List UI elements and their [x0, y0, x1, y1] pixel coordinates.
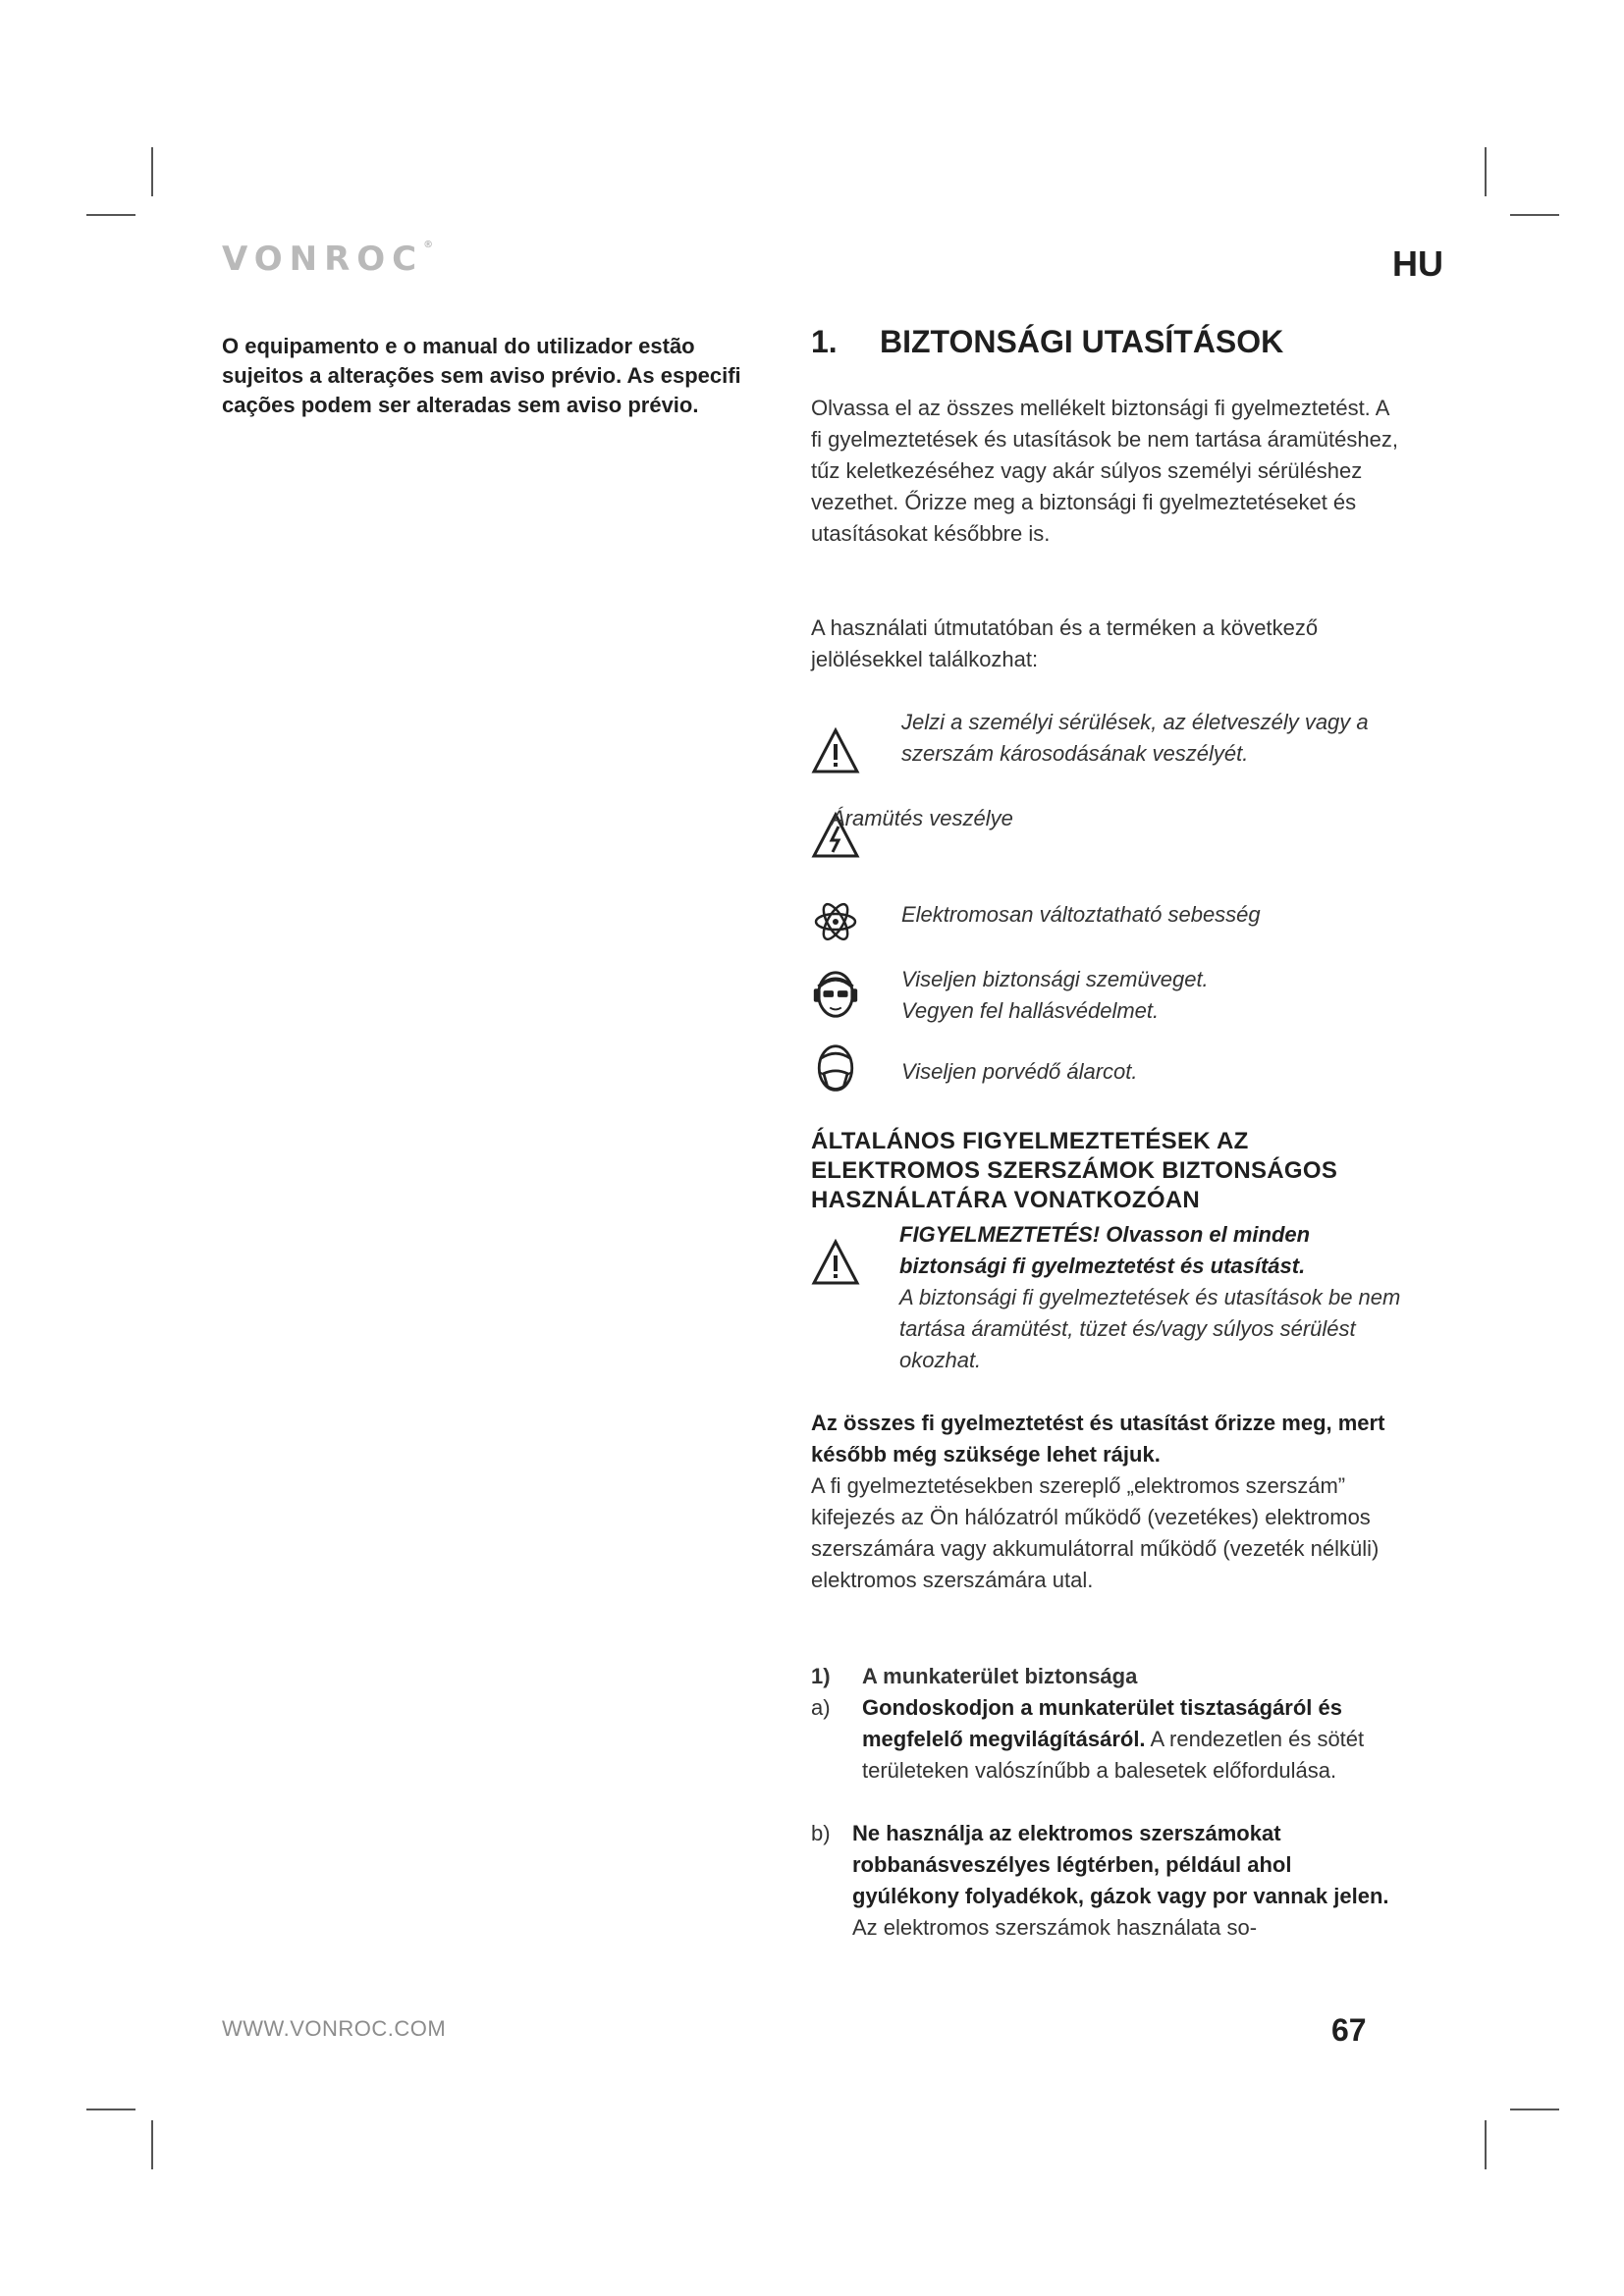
section-heading [811, 324, 1400, 360]
page-number: 67 [1331, 2012, 1367, 2048]
warning-triangle-icon [811, 724, 860, 777]
warning-text: A biztonsági fi gyelmeztetések és utasítások be nem tartása áramütést, tüzet és/vagy súlyos sérülést okozhat. [899, 1285, 1401, 1372]
language-code: HU [1392, 243, 1443, 284]
intro-paragraph: Olvassa el az összes mellékelt biztonsági fi gyelmeztetést. A fi gyelmeztetések és utasítások be nem tartása áramütéshez, tűz keletkezéséhez vagy akár súlyos személyi sérüléshez vezethet. Őrizze meg a biztonsági fi gyelmeztetéseket és utasításokat későbbre is. [811, 396, 1398, 546]
crop-mark [1510, 2109, 1559, 2110]
footer-url: WWW.VONROC.COM [222, 2016, 447, 2041]
markings-intro: A használati útmutatóban és a terméken a következő jelölésekkel találkozhat: [811, 615, 1319, 671]
warning-triangle-icon [811, 1239, 860, 1286]
warning-bold: FIGYELMEZTETÉS! Olvasson el minden biztonsági fi gyelmeztetést és utasítást. [899, 1222, 1311, 1278]
crop-mark [1510, 214, 1559, 216]
crop-mark [1485, 147, 1487, 196]
symbol-text: Jelzi a személyi sérülések, az életveszély vagy a szerszám károsodásának veszélyét. [901, 710, 1369, 766]
atom-icon [811, 895, 860, 948]
left-note: O equipamento e o manual do utilizador estão sujeitos a alterações sem aviso prévio. As especifi cações podem ser alteradas sem aviso prévio. [222, 334, 741, 417]
keep-instructions: Az összes fi gyelmeztetést és utasítást őrizze meg, mert később még szüksége lehet rájuk. [811, 1411, 1385, 1467]
crop-mark [151, 2120, 153, 2169]
symbol-text: Viseljen porvédő álarcot. [901, 1059, 1138, 1084]
crop-mark [86, 2109, 135, 2110]
goggles-earmuffs-icon [811, 968, 860, 1021]
crop-mark [1485, 2120, 1487, 2169]
brand-logo: VONROC® [222, 240, 434, 279]
definition-paragraph: A fi gyelmeztetésekben szereplő „elektromos szerszám” kifejezés az Ön hálózatról működő (vezetékes) elektromos szerszámára vagy akkumulátorral működő (vezeték nélküli) elektromos szerszámára utal. [811, 1473, 1380, 1592]
general-heading: ÁLTALÁNOS FIGYELMEZTETÉSEK AZ ELEKTROMOS SZERSZÁMOK BIZTONSÁGOS HASZNÁLATÁRA VONATKOZÓAN [811, 1128, 1338, 1213]
crop-mark [86, 214, 135, 216]
symbol-text: Viseljen biztonsági szemüveget. Vegyen fel hallásvédelmet. [901, 967, 1209, 1023]
symbol-text: Áramütés veszélye [831, 806, 1013, 830]
dust-mask-icon [811, 1042, 860, 1095]
section-title: BIZTONSÁGI UTASÍTÁSOK [880, 324, 1284, 359]
crop-mark [151, 147, 153, 196]
section-number: 1. [811, 324, 838, 359]
symbol-text: Elektromosan változtatható sebesség [901, 902, 1261, 927]
subsection-title: A munkaterület biztonsága [862, 1664, 1138, 1688]
subsection-number: 1) [811, 1664, 831, 1688]
